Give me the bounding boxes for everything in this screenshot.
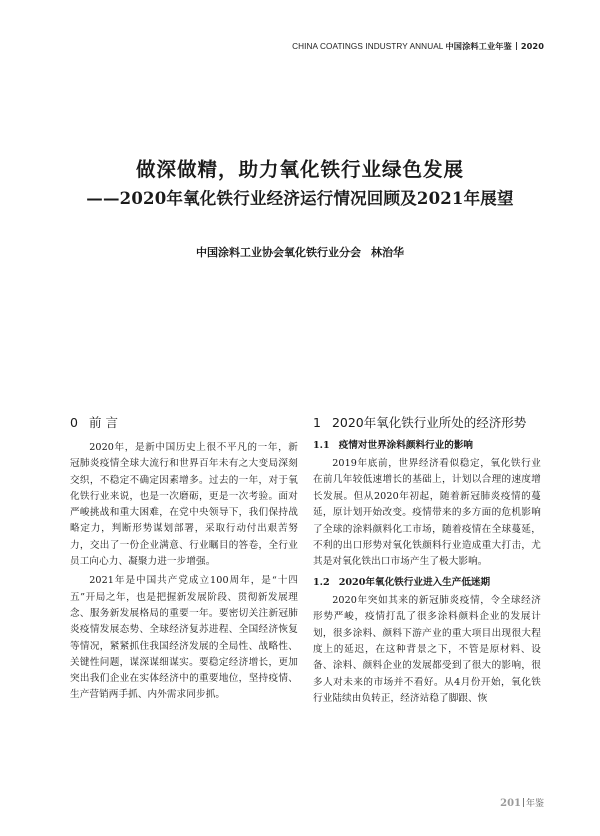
page-number: 201 <box>500 798 521 809</box>
section-number: 0 <box>70 415 78 430</box>
header-divider <box>516 42 517 50</box>
main-title: 做深做精，助力氧化铁行业绿色发展 <box>135 158 464 181</box>
author-name: 林治华 <box>371 246 404 259</box>
subtitle: ——2020年氧化铁行业经济运行情况回顾及2021年展望 <box>86 189 514 208</box>
section-title: 前言 <box>88 415 122 430</box>
paragraph: 2021年是中国共产党成立100周年，是“十四五”开局之年，也是把握新发展阶段、贯彻新发展理念、服务新发展格局的重要一年。要密切关注新冠肺炎疫情发展态势、全球经济复苏进程、全国经济恢复等情况，紧紧抓住我国经济发展的全局性、战略性、关键性问题，谋深谋细谋实。要稳定经济增长，更加突出我们企业在实体经济中的重要地位，坚持疫情、生产营销两手抓、内外需求同步抓。 <box>70 575 298 701</box>
header-chinese: 中国涂料工业年鉴 <box>445 41 512 51</box>
author-line <box>0 244 600 260</box>
section-title: 2020年氧化铁行业所处的经济形势 <box>331 415 527 430</box>
header-english: CHINA COATINGS INDUSTRY ANNUAL <box>292 42 444 51</box>
subsection-title: 2020年氧化铁行业进入生产低迷期 <box>338 576 491 588</box>
footer-label: 年鉴 <box>525 799 544 809</box>
right-column <box>313 414 541 712</box>
subsection-heading <box>313 439 541 452</box>
page-footer <box>500 796 544 809</box>
paragraph: 2020年突如其来的新冠肺炎疫情，令全球经济形势严峻，疫情打乱了很多涂料颜料企业的发展计划，很多涂料、颜料下游产业的重大项目出现很大程度上的延迟，在这种背景之下，不管是原材料、设备、涂料、颜料企业的发展都受到了很大的影响，很多人对未来的市场并不看好。从4月份开始，氧化铁行业陆续由负转正，经济站稳了脚跟、恢 <box>313 594 541 705</box>
left-column <box>70 414 298 704</box>
section-number: 1 <box>313 415 321 430</box>
header-year: 2020 <box>520 41 544 51</box>
section-heading-economic-situation <box>313 414 541 431</box>
footer-divider <box>523 798 524 807</box>
paragraph: 2019年底前，世界经济看似稳定，氧化铁行业在前几年较低速增长的基础上，计划以合理的速度增长发展。但从2020年初起，随着新冠肺炎疫情的蔓延，原计划开始改变。疫情带来的多方面的危机影响了全球的涂料颜料化工市场，随着疫情在全球蔓延，不利的出口形势对氧化铁颜料行业造成重大打击，尤其是对氧化铁出口市场产生了极大影响。 <box>313 458 541 568</box>
paragraph: 2020年，是新中国历史上很不平凡的一年，新冠肺炎疫情全球大流行和世界百年未有之大变局深刻交织，不稳定不确定因素增多。过去的一年，对于氧化铁行业来说，也是一次磨砺，更是一次考验。面对严峻挑战和重大困难，在党中央领导下，我们保持战略定力，判断形势谋划部署，采取行动付出艰苦努力，交出了一份企业满意、行业瞩目的答卷，全行业员工向心力、凝聚力进一步增强。 <box>70 442 298 568</box>
subsection-title: 疫情对世界涂料颜料行业的影响 <box>338 440 474 451</box>
section-heading-preface <box>70 414 298 431</box>
running-header <box>292 41 544 52</box>
subsection-number: 1.2 <box>313 576 330 588</box>
subsection-number: 1.1 <box>313 440 330 451</box>
author-organization: 中国涂料工业协会氧化铁行业分会 <box>196 246 361 259</box>
subsection-heading <box>313 576 541 589</box>
title-block <box>0 158 600 210</box>
